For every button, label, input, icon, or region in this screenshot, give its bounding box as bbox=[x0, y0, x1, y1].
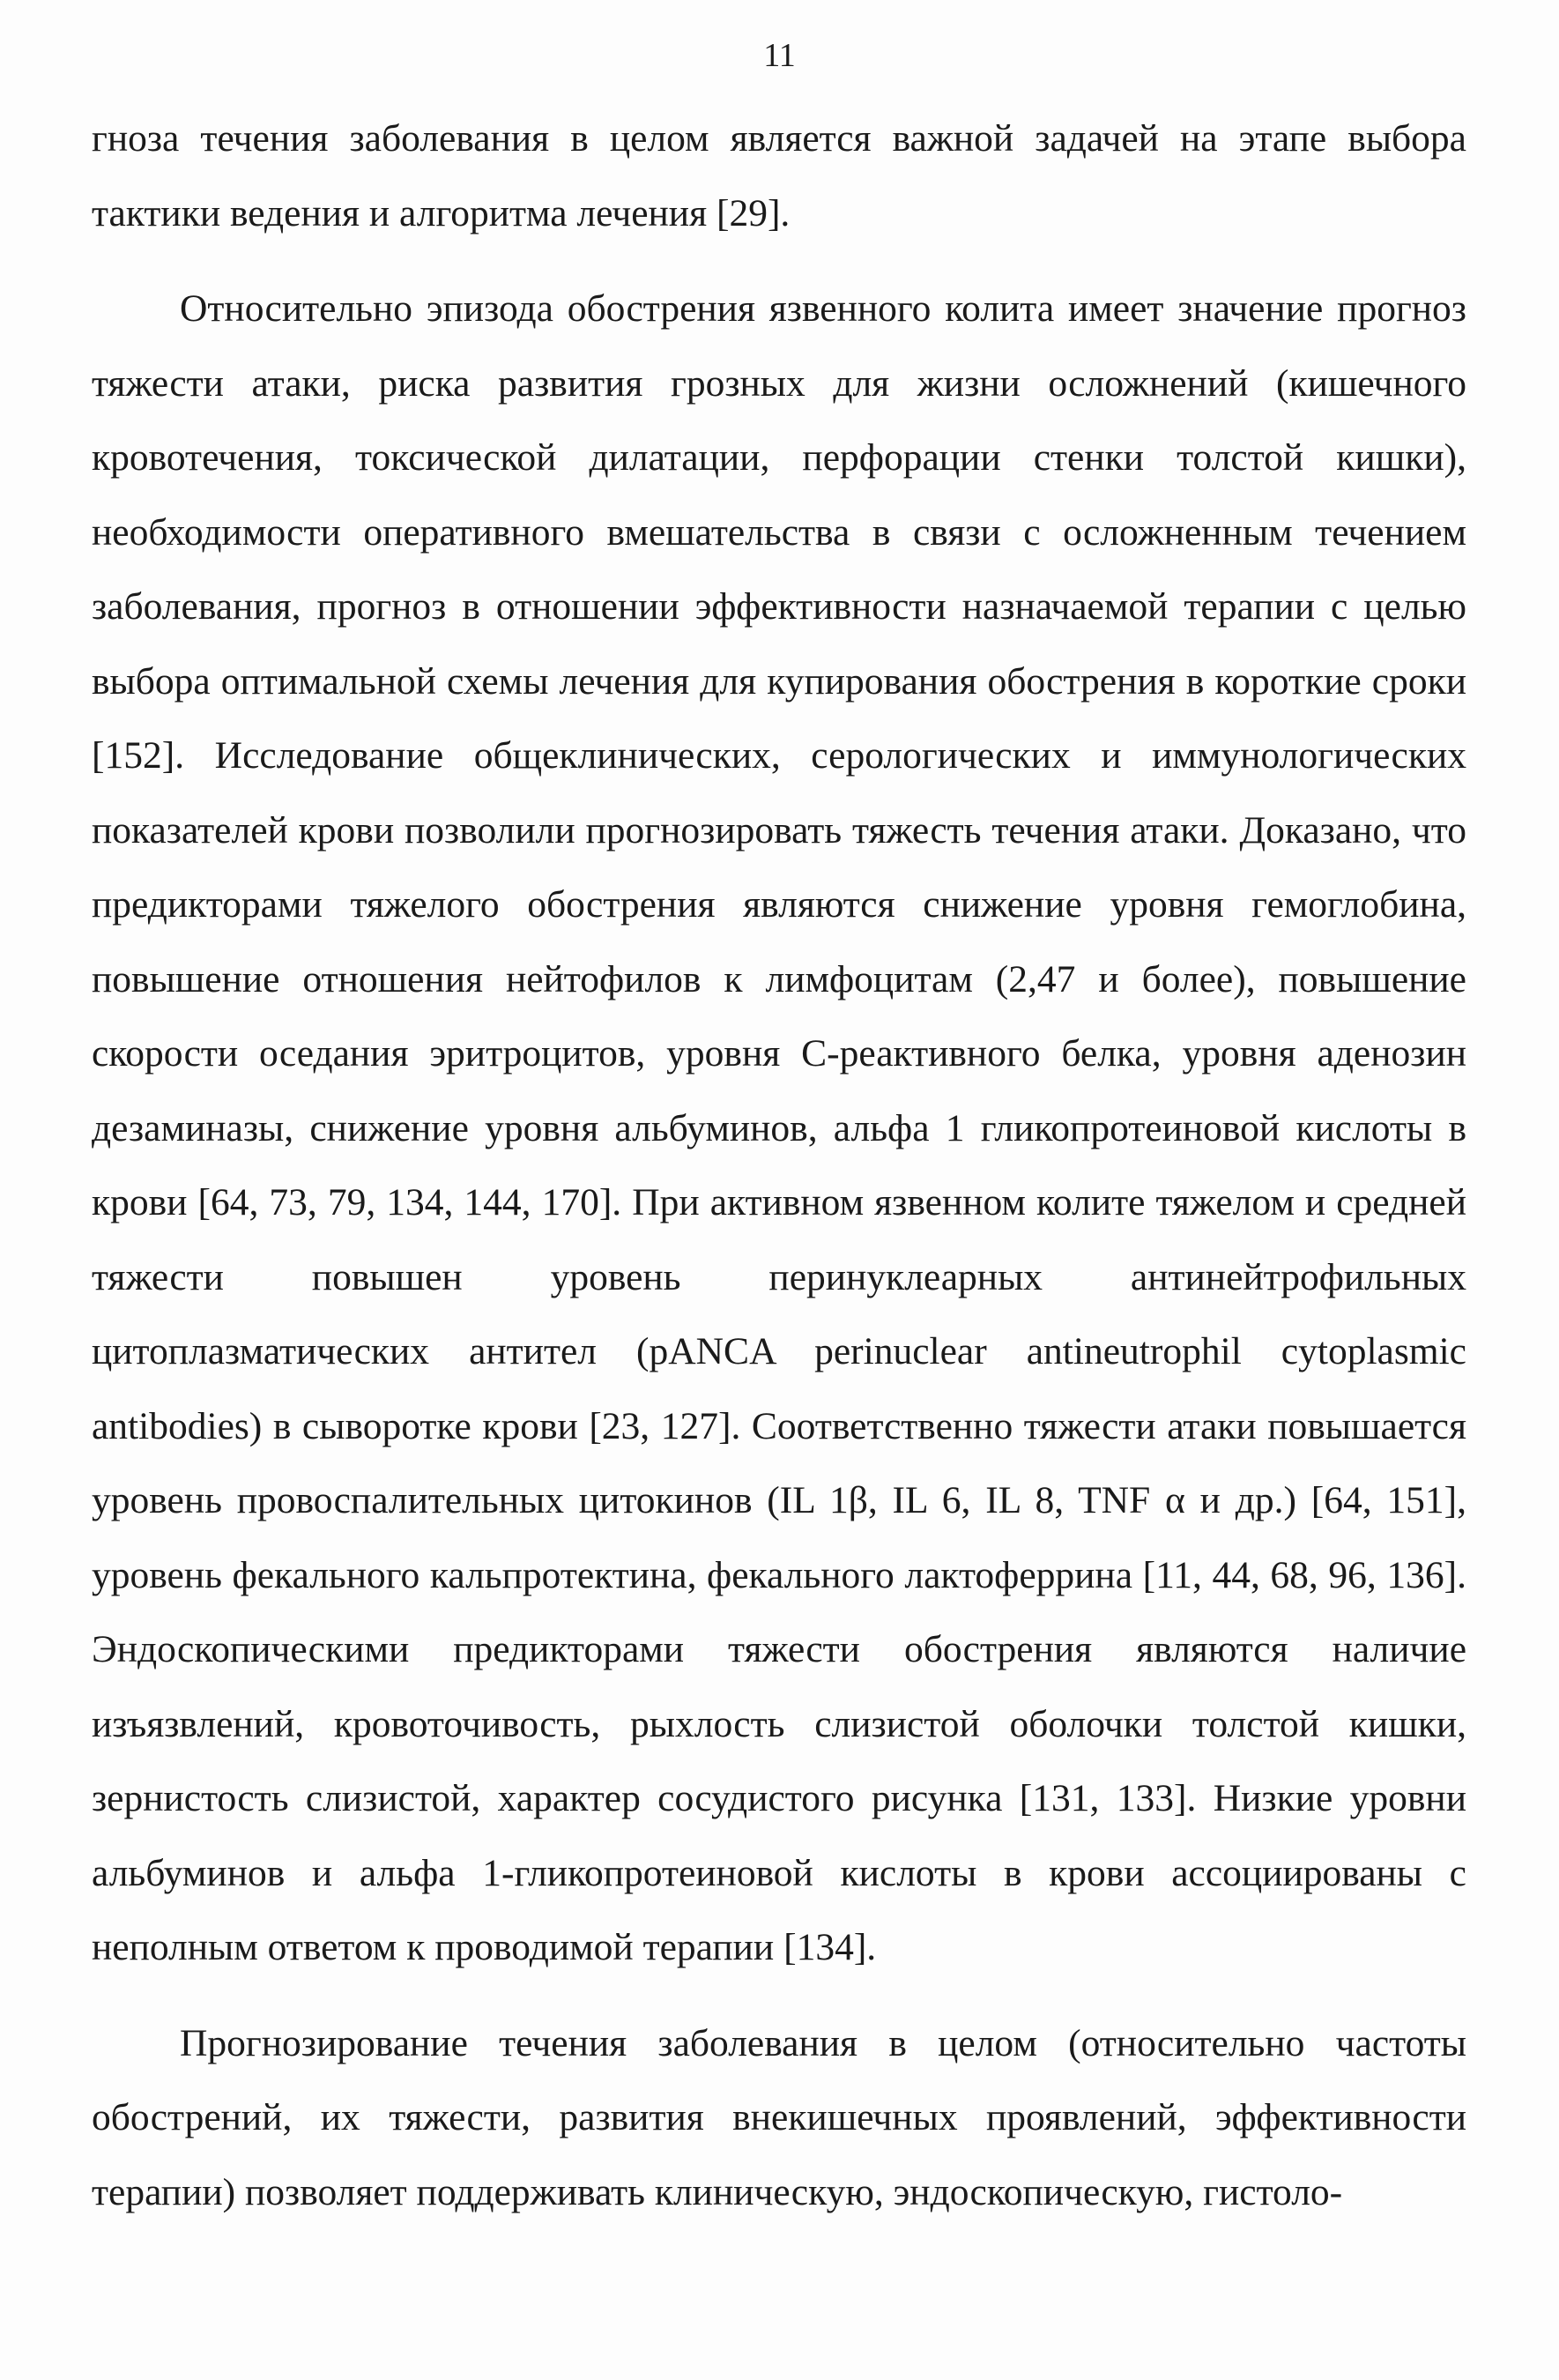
paragraph-disease-course-prognosis: Прогнозирование течения заболевания в целом (относительно частоты обострений, их тяжести, развития внекишечных проявлений, эффективности терапии) позволяет поддерживать клиническую, эндоскопическую, гистоло- bbox=[92, 2021, 1466, 2213]
paragraph-exacerbation-prognosis: Относительно эпизода обострения язвенного колита имеет значение прогноз тяжести атаки, риска развития грозных для жизни осложнений (кишечного кровотечения, токсической дилатации, перфорации стенки толстой кишки), необходимости оперативного вмешательства в связи с осложненным течением заболевания, прогноз в отношении эффективности назначаемой терапии с целью выбора оптимальной схемы лечения для купирования обострения в короткие сроки [152]. Исследование общеклинических, серологических и иммунологических показателей крови позволили прогнозировать тяжесть течения атаки. Доказано, что предикторами тяжелого обострения являются снижение уровня гемоглобина, повышение отношения нейтофилов к лимфоцитам (2,47 и более), повышение скорости оседания эритроцитов, уровня С-реактивного белка, уровня аденозин дезаминазы, снижение уровня альбуминов, альфа 1 гликопротеиновой кислоты в крови [64, 73, 79, 134, 144, 170]. При активном язвенном колите тяжелом и средней тяжести повышен уровень перинуклеарных антинейтрофильных цитоплазматических антител (pANCA perinuclear antineutrophil cytoplasmic antibodies) в сыворотке крови [23, 127]. Соответственно тяжести атаки повышается уровень провоспалительных цитокинов (IL 1β, IL 6, IL 8, TNF α и др.) [64, 151], уровень фекального кальпротектина, фекального лактоферрина [11, 44, 68, 96, 136]. Эндоскопическими предикторами тяжести обострения являются наличие изъязвлений, кровоточивость, рыхлость слизистой оболочки толстой кишки, зернистость слизистой, характер сосудистого рисунка [131, 133]. Низкие уровни альбуминов и альфа 1-гликопротеиновой кислоты в крови ассоциированы с неполным ответом к проводимой терапии [134]. bbox=[92, 287, 1466, 1968]
paragraph-continuation: гноза течения заболевания в целом является важной задачей на этапе выбора тактики ведения и алгоритма лечения [29]. bbox=[92, 117, 1466, 234]
body-text bbox=[92, 101, 1466, 2229]
page-number: 11 bbox=[763, 37, 796, 74]
